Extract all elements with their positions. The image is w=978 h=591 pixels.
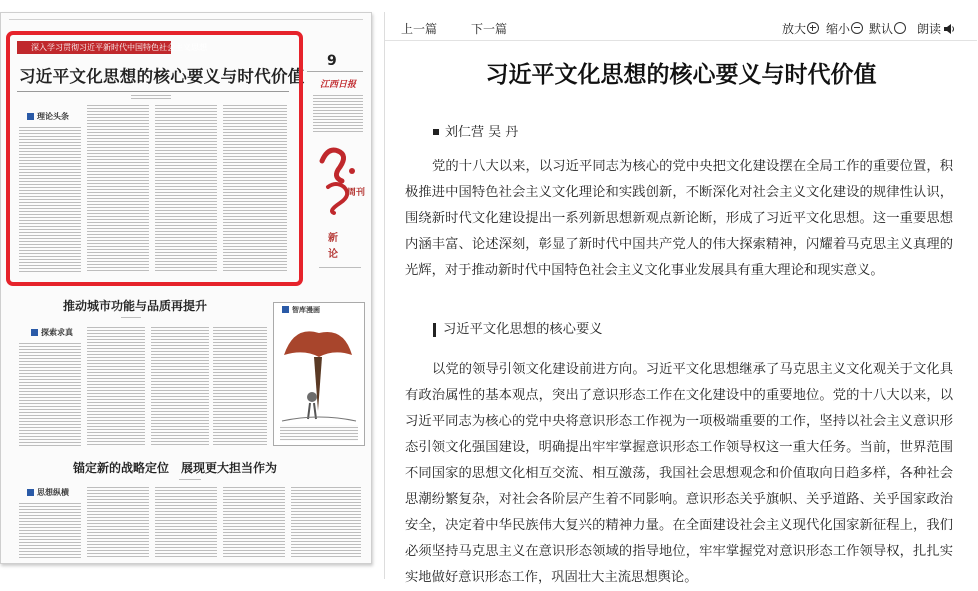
zoom-in-label: 放大: [782, 22, 807, 36]
column-tag-theory: 理论头条: [27, 111, 69, 122]
circle-icon: [894, 22, 906, 34]
article-paragraph: 党的十八大以来，以习近平同志为核心的党中央把文化建设摆在全局工作的重要位置，积极推进中国特色社会主义文化理论和实践创新，不断深化对社会主义文化建设的规律性认识，围绕新时代文化建设提出一系列新思想新观点新论断，形成了习近平文化思想。这一重要思想内涵丰富、论述深刻，彰显了新时代中国共产党人的伟大探索精神，闪耀着马克思主义真理的光辉，对于推动新时代中国特色社会主义文化事业发展具有重大理论和现实意义。: [405, 159, 953, 278]
default-size-button[interactable]: [869, 20, 906, 37]
zoom-out-button[interactable]: [826, 20, 863, 37]
section-heading: 习近平文化思想的核心要义: [433, 323, 603, 337]
read-aloud-label: 朗读: [917, 22, 942, 36]
article-paragraph: 以党的领导引领文化建设前进方向。习近平文化思想继承了马克思主义文化观关于文化具有政治属性的基本观点，突出了意识形态工作在文化建设中的重要地位。党的十八大以来，以习近平同志为核心的党中央将意识形态工作视为一项极端重要的工作，坚持以社会主义意识形态引领文化强国建设，明确提出牢牢掌握意识形态工作领导权这一重大任务。当前，世界范围不同国家的思想文化相互交流、相互激荡，我国社会思想观念和价值取向日趋多样，各种社会思潮纷繁复杂，对社会各阶层产生着不同影响。意识形态关乎旗帜、关乎道路、关乎国家政治安全，决定着中华民族伟大复兴的精神力量。在全面建设社会主义现代化国家新征程上，我们必须坚持马克思主义在意识形态领域的指导地位，牢牢掌握党对意识形态工作领导权，扎扎实实地做好意识形态工作，巩固壮大主流思想舆论。: [405, 362, 953, 585]
supplement-label: 周刊: [347, 188, 366, 198]
page-subhead-city: 推动城市功能与品质再提升: [63, 299, 208, 313]
prev-article-link[interactable]: 上一篇: [401, 22, 438, 36]
next-article-link[interactable]: 下一篇: [471, 22, 508, 36]
page-article-title: 习近平文化思想的核心要义与时代价值: [19, 67, 305, 86]
column-tag-explore: 探索求真: [31, 327, 73, 338]
column-tag-cartoon: 智库漫画: [282, 305, 320, 315]
default-size-label: 默认: [869, 22, 894, 36]
editorial-cartoon: [273, 302, 365, 446]
zoom-out-label: 缩小: [826, 22, 851, 36]
article-reader: [384, 12, 977, 585]
zoom-in-button[interactable]: [782, 20, 819, 37]
article-title: 习近平文化思想的核心要义与时代价值: [485, 62, 877, 88]
column-tag-thought: 思想纵横: [27, 487, 69, 498]
reader-toolbar: [385, 12, 977, 41]
page-banner: 深入学习贯彻习近平新时代中国特色社会主义思想: [17, 41, 171, 54]
newspaper-page-view[interactable]: [0, 12, 372, 564]
selected-article-highlight[interactable]: [6, 31, 303, 286]
article-author: 刘仁营 吴 丹: [433, 121, 518, 140]
minus-circle-icon: [851, 22, 863, 34]
supplement-new-theory: 新论: [328, 233, 338, 260]
page-number: 9: [327, 53, 337, 69]
read-aloud-button[interactable]: [917, 20, 956, 37]
speaker-icon: [943, 23, 956, 35]
page-subhead-strategy: 锚定新的战略定位 展现更大担当作为: [73, 461, 278, 475]
supplement-logo: [314, 141, 360, 215]
plus-circle-icon: [807, 22, 819, 34]
paper-name: 江西日报: [320, 80, 357, 90]
